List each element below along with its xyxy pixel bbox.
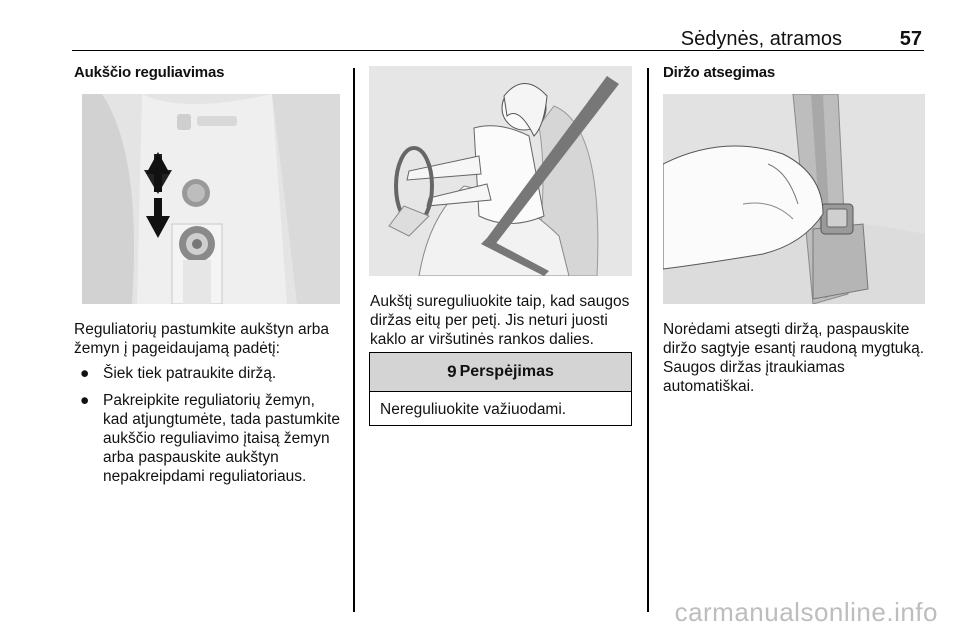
warning-box [369,352,632,426]
warning-icon: 9 [447,362,457,381]
instruction-paragraph: Aukštį sureguliuokite taip, kad saugos diržas eitų per petį. Jis neturi juosti kaklo ar viršutinės rankos dalies. [370,293,630,348]
column-height-adjustment-text [74,320,344,494]
section-heading: Aukščio reguliavimas [74,64,225,81]
list-item-text: Šiek tiek patraukite diržą. [103,365,277,382]
column-belt-release [663,64,925,93]
column-height-adjustment [74,64,340,93]
instruction-paragraph: Norėdami atsegti diržą, paspauskite diržo sagtyje esantį raudoną mygtuką. Saugos diržas įtraukiamas automatiškai. [663,321,925,395]
column-divider [353,68,355,612]
warning-text: Nereguliuokite važiuodami. [380,401,567,418]
column-belt-release-text [663,320,927,396]
column-shoulder-adjustment-text [370,292,634,349]
page-header [72,26,924,51]
page-number: 57 [899,28,922,50]
figure-seated-driver [369,66,632,276]
list-item [74,391,344,486]
warning-title: Perspėjimas [459,363,554,380]
page-title: Sėdynės, atramos [680,28,842,50]
section-heading: Diržo atsegimas [663,64,776,81]
figure-height-adjuster [82,94,340,304]
list-item [74,364,344,383]
figure-belt-buckle-release [663,94,925,304]
instruction-list [74,364,344,486]
list-item-text: Pakreipkite reguliatorių žemyn, kad atjungtumėte, tada pastumkite aukščio reguliavimo įtaisą žemyn arba paspauskite aukštyn nepakreipdami reguliatoriaus. [103,392,340,485]
bullet-marker: ● [80,365,90,382]
bullet-marker: ● [80,392,90,409]
watermark: carmanualsonline.info [674,597,938,627]
column-divider [647,68,649,612]
instruction-paragraph: Reguliatorių pastumkite aukštyn arba žemyn į pageidaujamą padėtį: [74,321,330,357]
warning-header [370,353,631,392]
